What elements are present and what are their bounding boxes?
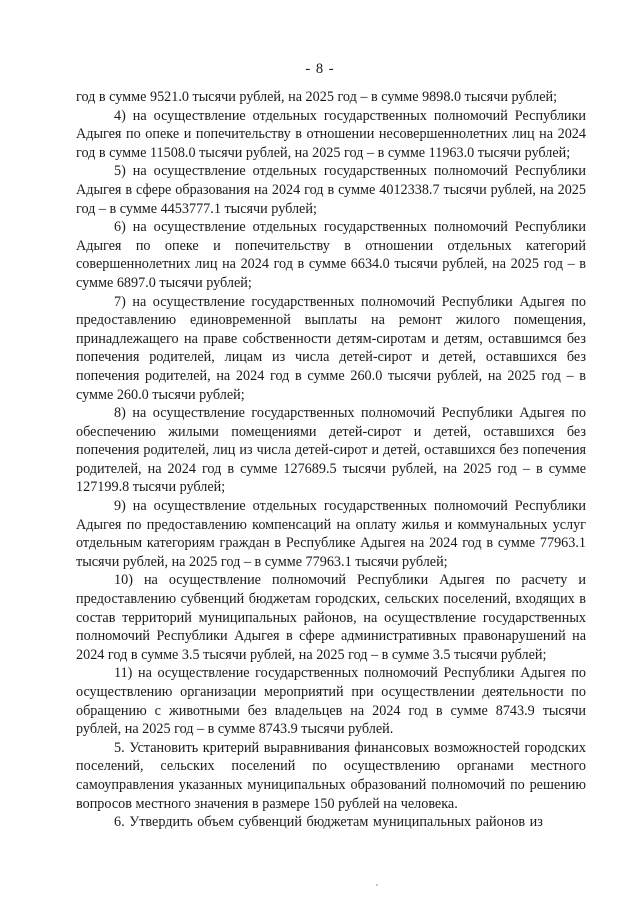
section-6-paragraph: 6. Утвердить объем субвенций бюджетам муниципальных районов из <box>114 814 543 831</box>
list-item-9: 9) на осуществление отдельных государственных полномочий Республики Адыгея по предоставлению компенсаций на оплату жилья и коммунальных услуг отдельным категориям граждан в Республике Адыгея на 2024 год в сумме 77963.1 тысячи рублей, на 2025 год – в сумме 77963.1 тысячи рублей; <box>76 498 586 570</box>
list-item-10: 10) на осуществление полномочий Республики Адыгея по расчету и предоставлению субвенций бюджетам городских, сельских поселений, входящих в состав территорий муниципальных районов, на осуществление государственных полномочий Республики Адыгея в сфере административных правонарушений на 2024 год в сумме 3.5 тысячи рублей, на 2025 год – в сумме 3.5 тысячи рублей; <box>76 572 586 663</box>
page-number: - 8 - <box>305 61 335 77</box>
list-item-4: 4) на осуществление отдельных государственных полномочий Республики Адыгея по опеке и попечительству в отношении несовершеннолетних лиц на 2024 год в сумме 11508.0 тысячи рублей, на 2025 год – в сумме 11963.0 тысячи рублей; <box>76 107 586 161</box>
list-item-11: 11) на осуществление государственных полномочий Республики Адыгея по осуществлению организации мероприятий при осуществлении деятельности по обращению с животными без владельцев на 2024 год в сумме 8743.9 тысячи рублей, на 2025 год – в сумме 8743.9 тысячи рублей. <box>76 665 586 738</box>
list-item-7: 7) на осуществление государственных полномочий Республики Адыгея по предоставлению единовременной выплаты на ремонт жилого помещения, принадлежащего на праве собственности детям-сиротам и детям, оставшимся без попечения родителей, лицам из числа детей-сирот и детей, оставшихся без попечения родителей, на 2024 год в сумме 260.0 тысячи рублей, на 2025 год – в сумме 260.0 тысячи рублей; <box>76 293 586 403</box>
list-item-6: 6) на осуществление отдельных государственных полномочий Республики Адыгея по опеке и попечительству в отношении отдельных категорий совершеннолетних лиц на 2024 год в сумме 6634.0 тысячи рублей, на 2025 год – в сумме 6897.0 тысячи рублей; <box>76 219 586 291</box>
scan-speck <box>376 884 378 886</box>
list-item-8: 8) на осуществление государственных полномочий Республики Адыгея по обеспечению жилыми помещениями детей-сирот и детей, оставшихся без попечения родителей, лиц из числа детей-сирот и детей, оставшихся без попечения родителей, на 2024 год в сумме 127689.5 тысячи рублей, на 2025 год – в сумме 127199.8 тысячи рублей; <box>76 405 586 496</box>
section-5-paragraph: 5. Установить критерий выравнивания финансовых возможностей городских поселений, сельских поселений по осуществлению органами местного самоуправления указанных муниципальных образований полномочий по решению вопросов местного значения в размере 150 рублей на человека. <box>76 739 586 812</box>
document-body <box>76 88 586 832</box>
paragraph-continuation: год в сумме 9521.0 тысячи рублей, на 2025 год – в сумме 9898.0 тысячи рублей; <box>76 89 558 105</box>
list-item-5: 5) на осуществление отдельных государственных полномочий Республики Адыгея в сфере образования на 2024 год в сумме 4012338.7 тысячи рублей, на 2025 год – в сумме 4453777.1 тысячи рублей; <box>76 163 586 217</box>
